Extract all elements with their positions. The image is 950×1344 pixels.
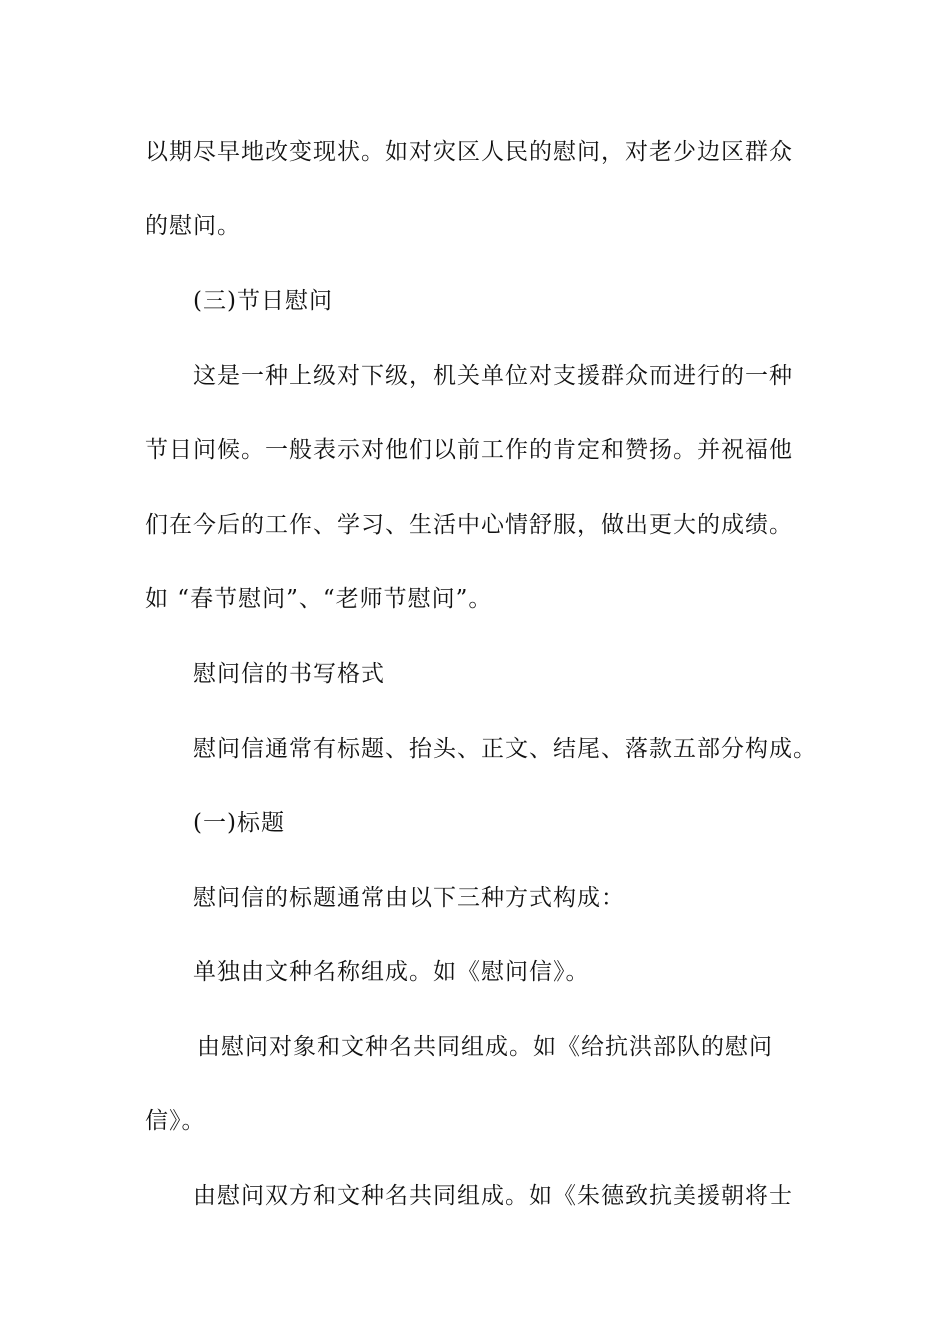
paragraph-line: 的慰问。 bbox=[145, 213, 241, 239]
section-heading-letter-format: 慰问信的书写格式 bbox=[193, 661, 385, 687]
paragraph-line: 如 “春节慰问”、“老师节慰问”。 bbox=[145, 586, 493, 612]
paragraph-line: 这是一种上级对下级，机关单位对支援群众而进行的一种 bbox=[193, 363, 793, 389]
section-heading-festival-greeting: (三)节日慰问 bbox=[193, 288, 333, 314]
paragraph-line: 由慰问双方和文种名共同组成。如《朱德致抗美援朝将士 bbox=[193, 1183, 793, 1209]
paragraph-line: 们在今后的工作、学习、生活中心情舒服，做出更大的成绩。 bbox=[145, 512, 793, 538]
section-heading-title: (一)标题 bbox=[193, 810, 285, 836]
paragraph-line: 慰问信的标题通常由以下三种方式构成： bbox=[193, 885, 625, 911]
paragraph-line: 节日问候。一般表示对他们以前工作的肯定和赞扬。并祝福他 bbox=[145, 437, 793, 463]
paragraph-line: 信》。 bbox=[145, 1108, 206, 1134]
paragraph-line: 由慰问对象和文种名共同组成。如《给抗洪部队的慰问 bbox=[197, 1034, 773, 1060]
paragraph-line: 慰问信通常有标题、抬头、正文、结尾、落款五部分构成。 bbox=[193, 736, 817, 762]
paragraph-line: 单独由文种名称组成。如《慰问信》。 bbox=[193, 959, 590, 985]
paragraph-line: 以期尽早地改变现状。如对灾区人民的慰问，对老少边区群众 bbox=[145, 139, 793, 165]
